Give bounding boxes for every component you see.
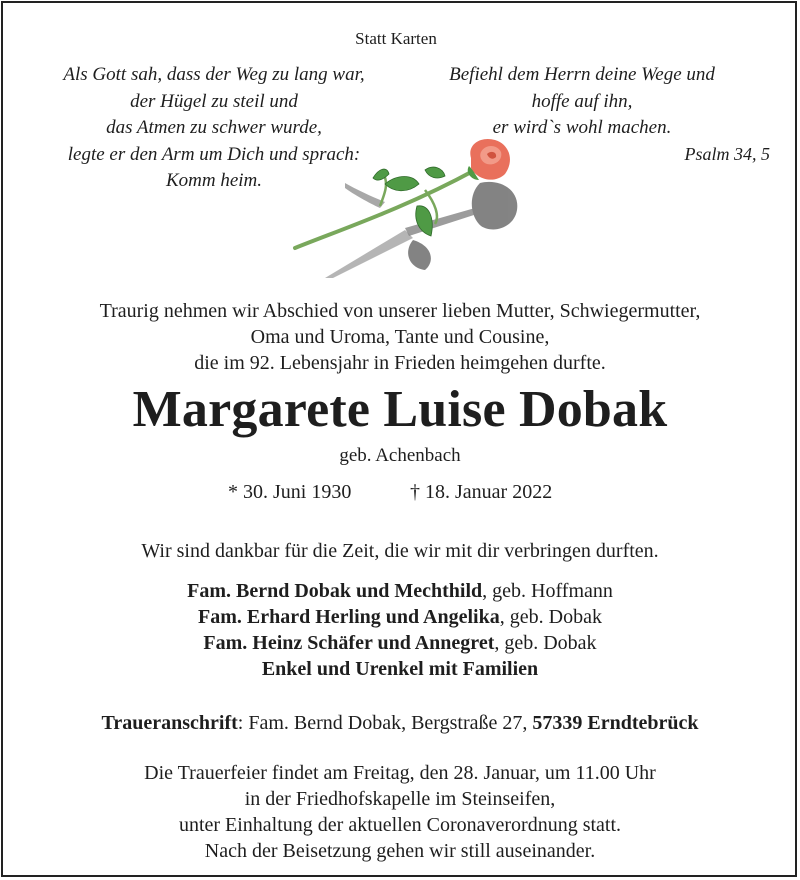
quote-left-line: Komm heim. [165,170,263,191]
rose-bloom [468,139,510,180]
mourning-address [0,710,800,736]
quote-right-line: hoffe auf ihn, [531,90,633,112]
funeral-line: in der Friedhofskapelle im Steinseifen, [244,788,556,810]
funeral-line: Die Trauerfeier findet am Freitag, den 28. Januar, um 11.00 Uhr [144,762,656,784]
death-date: † 18. Januar 2022 [410,481,553,503]
intro-text [0,298,800,376]
funeral-line: unter Einhaltung der aktuellen Coronaverordnung statt. [178,814,622,836]
birth-name: geb. Achenbach [339,445,461,466]
mourner-suffix: , geb. Dobak [494,632,597,654]
mourner-line [0,630,800,656]
address-postal-city: 57339 Erndtebrück [532,712,699,734]
gratitude-text: Wir sind dankbar für die Zeit, die wir mit dir verbringen durften. [141,540,659,562]
funeral-info [0,760,800,864]
intro-line: die im 92. Lebensjahr in Frieden heimgehen durfte. [194,352,606,374]
mourner-names: Fam. Erhard Herling und Angelika [198,606,500,628]
quote-left-line: das Atmen zu schwer wurde, [106,117,322,138]
intro-line: Traurig nehmen wir Abschied von unserer lieben Mutter, Schwiegermutter, [99,300,701,322]
birth-date: * 30. Juni 1930 [228,481,352,503]
quote-right-line: er wird`s wohl machen. [492,117,672,138]
mourner-line [0,578,800,604]
psalm-reference: Psalm 34, 5 [684,144,770,164]
mourner-names: Enkel und Urenkel mit Familien [261,658,539,680]
quote-left-line: der Hügel zu steil und [130,90,298,112]
deceased-name: Margarete Luise Dobak [132,381,668,438]
address-label: Traueranschrift [101,712,238,734]
quote-right-line: Befiehl dem Herrn deine Wege und [449,64,715,85]
mourner-suffix: , geb. Hoffmann [482,580,613,602]
funeral-line: Nach der Beisetzung gehen wir still auseinander. [204,840,596,862]
mourner-line [0,604,800,630]
mourner-names: Fam. Bernd Dobak und Mechthild [187,580,483,602]
intro-line: Oma und Uroma, Tante und Cousine, [250,326,550,348]
address-text: : Fam. Bernd Dobak, Bergstraße 27, [237,712,533,734]
mourner-suffix: , geb. Dobak [499,606,602,628]
rose-icon [285,128,530,278]
mourners-list [0,578,800,682]
statt-karten: Statt Karten [355,29,437,48]
quote-left-line: Als Gott sah, dass der Weg zu lang war, [63,64,365,85]
quote-left-line: legte er den Arm um Dich und sprach: [67,143,361,165]
mourner-names: Fam. Heinz Schäfer und Annegret [203,632,495,654]
mourner-line [0,656,800,682]
